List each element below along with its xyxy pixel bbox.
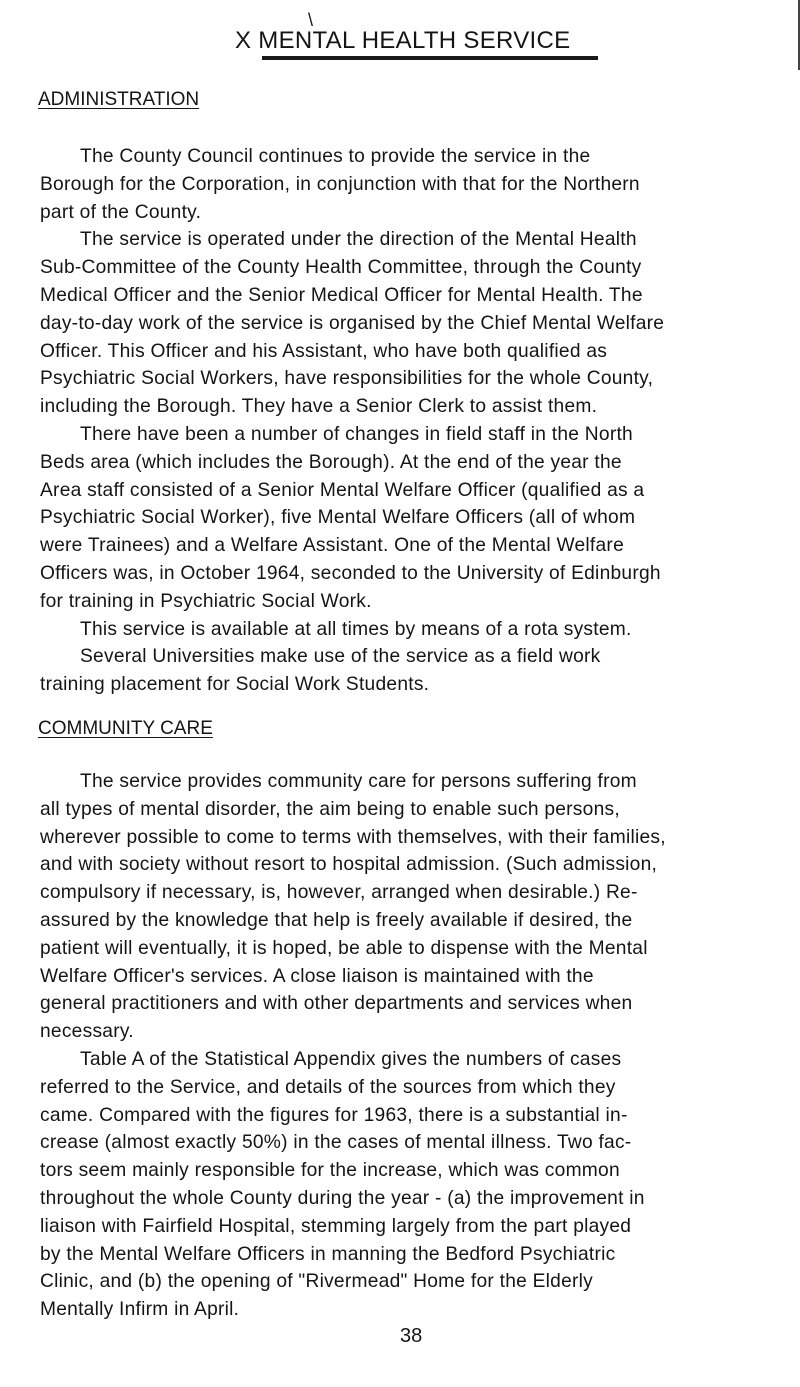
text-line: crease (almost exactly 50%) in the cases of mental illness. Two fac- <box>40 1132 632 1154</box>
text-line: day-to-day work of the service is organised by the Chief Mental Welfare <box>40 312 665 334</box>
text-line: Table A of the Statistical Appendix gives the numbers of cases <box>80 1048 622 1070</box>
text-line: Psychiatric Social Worker), five Mental Welfare Officers (all of whom <box>40 507 636 529</box>
text-line: Mentally Infirm in April. <box>40 1299 240 1321</box>
text-line: Several Universities make use of the service as a field work <box>80 646 601 668</box>
text-line: were Trainees) and a Welfare Assistant. One of the Mental Welfare <box>40 535 624 557</box>
page-number: 38 <box>400 1325 423 1347</box>
text-line: throughout the whole County during the year - (a) the improvement in <box>40 1187 645 1209</box>
text-line: including the Borough. They have a Senior Clerk to assist them. <box>40 396 598 418</box>
text-line: and with society without resort to hospital admission. (Such admission, <box>40 854 658 876</box>
text-line: liaison with Fairfield Hospital, stemming largely from the part played <box>40 1215 632 1237</box>
text-line: Sub-Committee of the County Health Committee, through the County <box>40 257 642 279</box>
text-line: came. Compared with the figures for 1963, there is a substantial in- <box>40 1104 628 1126</box>
text-line: The service provides community care for persons suffering from <box>80 771 637 792</box>
administration-text <box>40 143 800 699</box>
text-line: patient will eventually, it is hoped, be able to dispense with the Mental <box>40 937 648 959</box>
text-line: Officers was, in October 1964, seconded to the University of Edinburgh <box>40 562 661 584</box>
text-line: referred to the Service, and details of the sources from which they <box>40 1076 616 1098</box>
text-line: compulsory if necessary, is, however, arranged when desirable.) Re- <box>40 882 638 904</box>
text-line: by the Mental Welfare Officers in manning the Bedford Psychiatric <box>40 1243 616 1265</box>
text-line: wherever possible to come to terms with themselves, with their families, <box>40 826 666 848</box>
text-line: The service is operated under the direction of the Mental Health <box>80 229 637 251</box>
title-underline <box>262 56 598 60</box>
community-care-heading: COMMUNITY CARE <box>38 718 213 739</box>
text-line: assured by the knowledge that help is freely available if desired, the <box>40 909 633 931</box>
text-line: Borough for the Corporation, in conjunction with that for the Northern <box>40 173 640 195</box>
text-line: There have been a number of changes in field staff in the North <box>80 423 633 445</box>
text-line: Welfare Officer's services. A close liaison is maintained with the <box>40 965 594 987</box>
text-line: Psychiatric Social Workers, have responsibilities for the whole County, <box>40 368 654 390</box>
text-line: This service is available at all times by means of a rota system. <box>80 618 632 640</box>
section-mark: \ <box>308 10 314 30</box>
community-care-text <box>40 768 800 1324</box>
text-line: tors seem mainly responsible for the increase, which was common <box>40 1160 620 1182</box>
text-line: part of the County. <box>40 201 202 223</box>
text-line: training placement for Social Work Students. <box>40 674 430 696</box>
text-line: necessary. <box>40 1021 134 1043</box>
text-line: all types of mental disorder, the aim being to enable such persons, <box>40 798 620 820</box>
text-line: Area staff consisted of a Senior Mental Welfare Officer (qualified as a <box>40 479 645 501</box>
text-line: for training in Psychiatric Social Work. <box>40 590 372 612</box>
text-line: general practitioners and with other departments and services when <box>40 993 633 1015</box>
text-line: Clinic, and (b) the opening of "Rivermead" Home for the Elderly <box>40 1271 594 1293</box>
text-line: Medical Officer and the Senior Medical Officer for Mental Health. The <box>40 284 643 306</box>
page-title: X MENTAL HEALTH SERVICE <box>235 27 571 54</box>
text-line: Beds area (which includes the Borough). At the end of the year the <box>40 451 622 473</box>
text-line: The County Council continues to provide the service in the <box>80 146 591 167</box>
administration-heading: ADMINISTRATION <box>38 89 200 110</box>
text-line: Officer. This Officer and his Assistant, who have both qualified as <box>40 340 608 362</box>
